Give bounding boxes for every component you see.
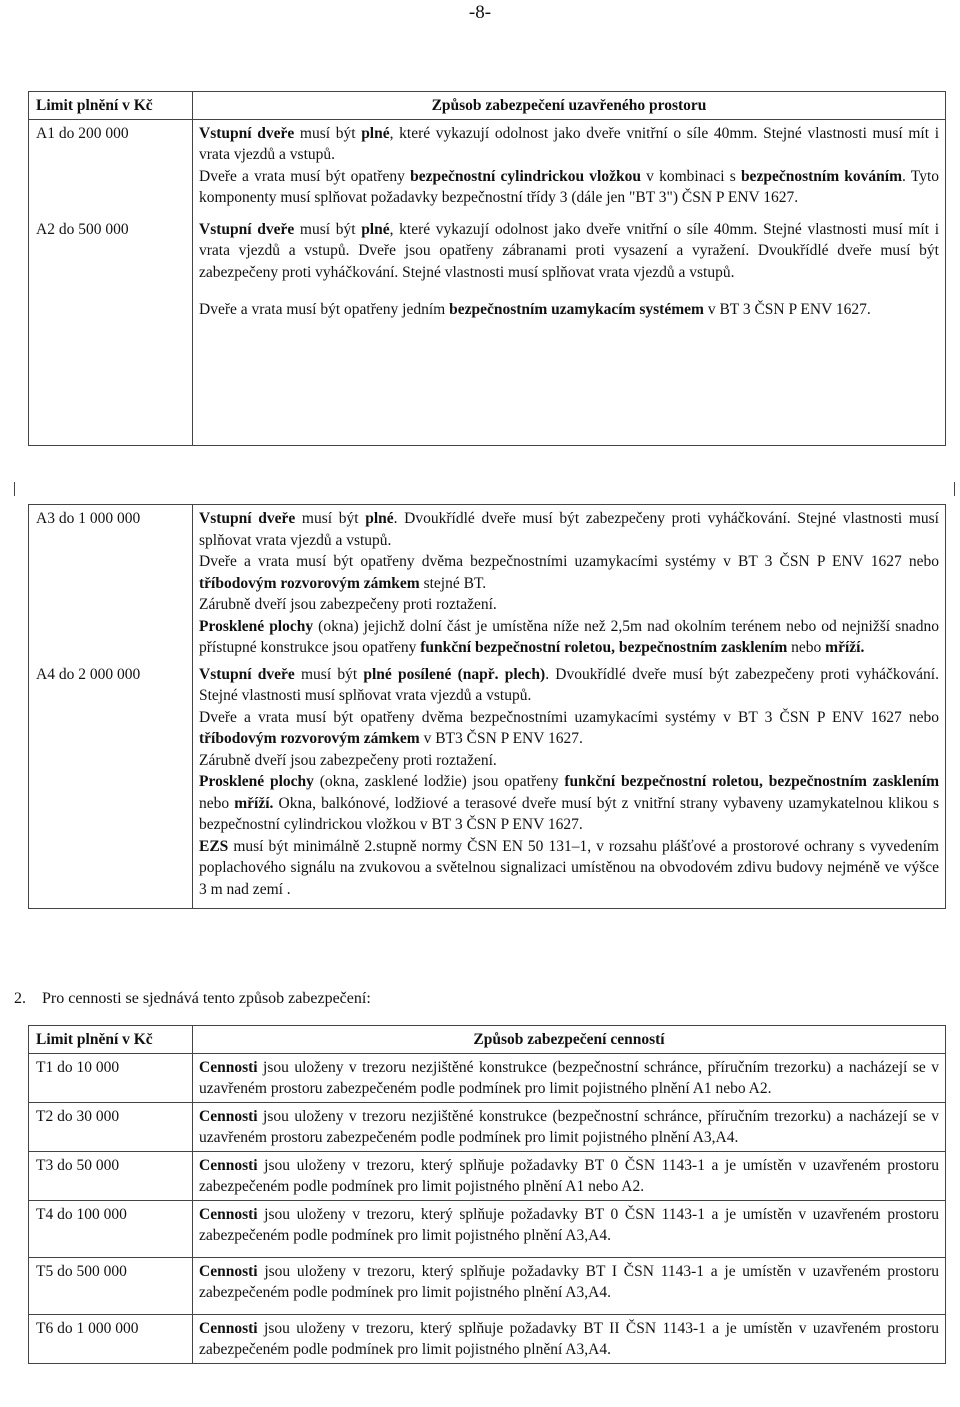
method-text: [199, 1057, 939, 1100]
limit-cell: T4 do 100 000: [29, 1200, 193, 1257]
bold-text: Vstupní dveře: [199, 665, 295, 683]
bold-text: plné posílené (např. plech): [363, 665, 546, 683]
method-text: [199, 1106, 939, 1149]
bold-text: bezpečnostním kováním: [740, 167, 903, 185]
text-run: jsou uloženy v trezoru, který splňuje požadavky BT 0 ČSN 1143-1 a je umístěn v uzavřeném prostoru zabezpečeném podle podmínek pro limit pojistného plnění A1 nebo A2.: [199, 1156, 939, 1195]
paragraph: [199, 1106, 939, 1149]
method-cell: [193, 1200, 946, 1257]
table-row: [29, 1200, 946, 1257]
paragraph: [199, 750, 939, 772]
method-cell: [193, 1314, 946, 1363]
method-text: [199, 219, 939, 321]
paragraph: [199, 1261, 939, 1304]
text-run: . Tyto komponenty musí splňovat požadavky bezpečnostní třídy 3 (dále jen "BT 3") ČSN P ENV 1627.: [199, 167, 939, 206]
text-run: nebo: [199, 794, 235, 812]
bold-text: mříží.: [234, 794, 274, 812]
text-run: Dveře a vrata musí být opatřeny dvěma bezpečnostními uzamykacími systémy v BT 3 ČSN P ENV 1627 nebo: [199, 553, 939, 570]
text-run: v BT 3 ČSN P ENV 1627.: [703, 301, 871, 318]
bold-text: mříží.: [825, 639, 865, 656]
table-header-row: [29, 1026, 946, 1054]
limit-cell: T6 do 1 000 000: [29, 1314, 193, 1363]
bold-text: Cennosti: [199, 1156, 258, 1174]
paragraph: [199, 299, 939, 321]
bold-text: Prosklené plochy: [199, 617, 314, 635]
method-cell: [193, 661, 946, 909]
text-run: jsou uloženy v trezoru, který splňuje požadavky BT 0 ČSN 1143-1 a je umístěn v uzavřeném prostoru zabezpečeném podle podmínek pro limit pojistného plnění A3,A4.: [199, 1205, 939, 1244]
bold-text: Vstupní dveře: [199, 124, 295, 142]
tick-mark: [14, 482, 15, 496]
text-run: v BT3 ČSN P ENV 1627.: [419, 730, 583, 747]
tick-mark: [954, 482, 955, 496]
bold-text: tříbodovým rozvorovým zámkem: [199, 574, 420, 592]
method-text: [199, 508, 939, 659]
paragraph: [199, 551, 939, 594]
text-run: Zárubně dveří jsou zabezpečeny proti roztažení.: [199, 751, 497, 769]
text-run: v kombinaci s: [640, 167, 741, 185]
section-text: Pro cennosti se sjednává tento způsob zabezpečení:: [42, 990, 371, 1007]
premises-security-table-2: [28, 504, 946, 909]
method-cell: [193, 1257, 946, 1314]
limit-cell: T5 do 500 000: [29, 1257, 193, 1314]
limit-cell: A2 do 500 000: [29, 211, 193, 446]
method-text: [199, 1318, 939, 1361]
text-run: nebo: [787, 639, 826, 656]
paragraph: [199, 123, 939, 166]
paragraph-spacer: [199, 283, 939, 299]
table-row: [29, 119, 946, 211]
text-run: jsou uloženy v trezoru, který splňuje požadavky BT I ČSN 1143-1 a je umístěn v uzavřeném prostoru zabezpečeném podle podmínek pro limit pojistného plnění A3,A4.: [199, 1262, 939, 1301]
header-method: Způsob zabezpečení cenností: [193, 1026, 946, 1054]
bold-text: Cennosti: [199, 1107, 258, 1125]
text-run: (okna) jejichž dolní část je umístěna níže než 2,5m nad okolním terénem nebo od nejnižší snadno přístupné konstrukce jsou opatřeny: [199, 617, 939, 656]
method-text: [199, 123, 939, 209]
paragraph: [199, 219, 939, 284]
limit-cell: A3 do 1 000 000: [29, 505, 193, 661]
method-cell: [193, 1151, 946, 1200]
text-run: . Dvoukřídlé dveře musí být zabezpečeny proti vyháčkování. Stejné vlastnosti musí splňovat vrata vjezdů a vstupů.: [199, 510, 939, 549]
table-header-row: [29, 92, 946, 120]
bold-text: Cennosti: [199, 1205, 258, 1223]
text-run: jsou uloženy v trezoru, který splňuje požadavky BT II ČSN 1143-1 a je umístěn v uzavřeném prostoru zabezpečeném podle podmínek pro limit pojistného plnění A3,A4.: [199, 1319, 939, 1358]
text-run: stejné BT.: [419, 574, 487, 592]
paragraph: [199, 771, 939, 836]
table-row: [29, 211, 946, 446]
table-row: [29, 1257, 946, 1314]
header-limit: Limit plnění v Kč: [29, 92, 193, 120]
text-run: musí být: [294, 124, 362, 142]
text-run: , které vykazují odolnost jako dveře vnitřní o síle 40mm. Stejné vlastnosti musí mít i vrata vjezdů a vstupů. Dveře jsou opatřeny zábranami proti vysazení a vyražení. Dvoukřídlé dveře musí být zabezpečeny proti vyháčkování. Stejné vlastnosti musí splňovat vrata vjezdů a vstupů.: [199, 220, 939, 281]
bold-text: bezpečnostní cylindrickou vložkou: [410, 167, 641, 185]
text-run: jsou uloženy v trezoru nezjištěné konstrukce (bezpečnostní schránce, příručním trezorku) a nacházejí se v uzavřeném prostoru zabezpečeném podle podmínek pro limit pojistného plnění A1 nebo A2.: [199, 1058, 939, 1097]
paragraph: [199, 508, 939, 551]
text-run: musí být: [295, 510, 366, 527]
text-run: , které vykazují odolnost jako dveře vnitřní o síle 40mm. Stejné vlastnosti musí mít i vrata vjezdů a vstupů.: [199, 124, 939, 163]
method-cell: [193, 1053, 946, 1102]
bold-text: Cennosti: [199, 1262, 258, 1280]
limit-cell: A4 do 2 000 000: [29, 661, 193, 909]
limit-cell: T2 do 30 000: [29, 1102, 193, 1151]
table-row: [29, 661, 946, 909]
paragraph: [199, 664, 939, 707]
section-2-heading: [14, 990, 371, 1008]
bold-text: funkční bezpečnostní roletou, bezpečnostním zasklením: [420, 639, 788, 656]
method-text: [199, 1261, 939, 1304]
text-run: musí být minimálně 2.stupně normy ČSN EN 50 131–1, v rozsahu plášťové a prostorové ochrany s vyvedením poplachového signálu na zvukovou a světelnou signalizaci umístěnou na obvodovém zdivu budovy nejméně ve výšce 3 m nad zemí .: [199, 837, 939, 898]
bold-text: Vstupní dveře: [199, 220, 295, 238]
section-number: 2.: [14, 990, 26, 1007]
text-run: Okna, balkónové, lodžiové a terasové dveře musí být z vnitřní strany vybaveny uzamykatelnou klikou s bezpečnostní cylindrickou vložkou v BT 3 ČSN P ENV 1627.: [199, 794, 939, 833]
text-run: Dveře a vrata musí být opatřeny jedním: [199, 301, 450, 318]
limit-cell: T3 do 50 000: [29, 1151, 193, 1200]
method-cell: [193, 1102, 946, 1151]
bold-text: plné: [365, 510, 394, 527]
bold-text: Prosklené plochy: [199, 773, 314, 790]
text-run: musí být: [294, 665, 364, 683]
premises-security-table-1: [28, 91, 946, 446]
bold-text: Cennosti: [199, 1058, 258, 1076]
method-cell: [193, 119, 946, 211]
header-limit: Limit plnění v Kč: [29, 1026, 193, 1054]
bold-text: tříbodovým rozvorovým zámkem: [199, 730, 420, 747]
valuables-security-table: [28, 1025, 946, 1364]
paragraph: [199, 1204, 939, 1247]
paragraph: [199, 707, 939, 750]
text-run: (okna, zasklené lodžie) jsou opatřeny: [313, 773, 565, 790]
limit-cell: T1 do 10 000: [29, 1053, 193, 1102]
text-run: Dveře a vrata musí být opatřeny dvěma bezpečnostními uzamykacími systémy v BT 3 ČSN P ENV 1627 nebo: [199, 708, 939, 726]
bold-text: Vstupní dveře: [199, 510, 296, 527]
bold-text: plné: [361, 220, 390, 238]
paragraph: [199, 616, 939, 659]
page-number: -8-: [468, 2, 492, 23]
bold-text: bezpečnostním uzamykacím systémem: [449, 301, 704, 318]
text-run: jsou uloženy v trezoru nezjištěné konstrukce (bezpečnostní schránce, příručním trezorku) a nacházejí se v uzavřeném prostoru zabezpečeném podle podmínek pro limit pojistného plnění A3,A4.: [199, 1107, 939, 1146]
method-text: [199, 1155, 939, 1198]
paragraph: [199, 166, 939, 209]
paragraph: [199, 1318, 939, 1361]
bold-text: EZS: [199, 837, 229, 855]
bold-text: funkční bezpečnostní roletou, bezpečnostním zasklením: [564, 773, 939, 790]
method-cell: [193, 211, 946, 446]
header-method: Způsob zabezpečení uzavřeného prostoru: [193, 92, 946, 120]
table-row: [29, 1053, 946, 1102]
text-run: Zárubně dveří jsou zabezpečeny proti roztažení.: [199, 596, 497, 613]
method-text: [199, 664, 939, 901]
bold-text: Cennosti: [199, 1319, 258, 1337]
bold-text: plné: [361, 124, 390, 142]
paragraph: [199, 594, 939, 616]
method-text: [199, 1204, 939, 1247]
table-row: [29, 505, 946, 661]
method-cell: [193, 505, 946, 661]
paragraph: [199, 1155, 939, 1198]
table-row: [29, 1314, 946, 1363]
paragraph: [199, 1057, 939, 1100]
table-row: [29, 1102, 946, 1151]
text-run: musí být: [294, 220, 362, 238]
paragraph: [199, 836, 939, 901]
text-run: Dveře a vrata musí být opatřeny: [199, 167, 411, 185]
text-run: . Dvoukřídlé dveře musí být zabezpečeny proti vyháčkování. Stejné vlastnosti musí splňovat vrata vjezdů a vstupů.: [199, 665, 939, 704]
limit-cell: A1 do 200 000: [29, 119, 193, 211]
table-row: [29, 1151, 946, 1200]
